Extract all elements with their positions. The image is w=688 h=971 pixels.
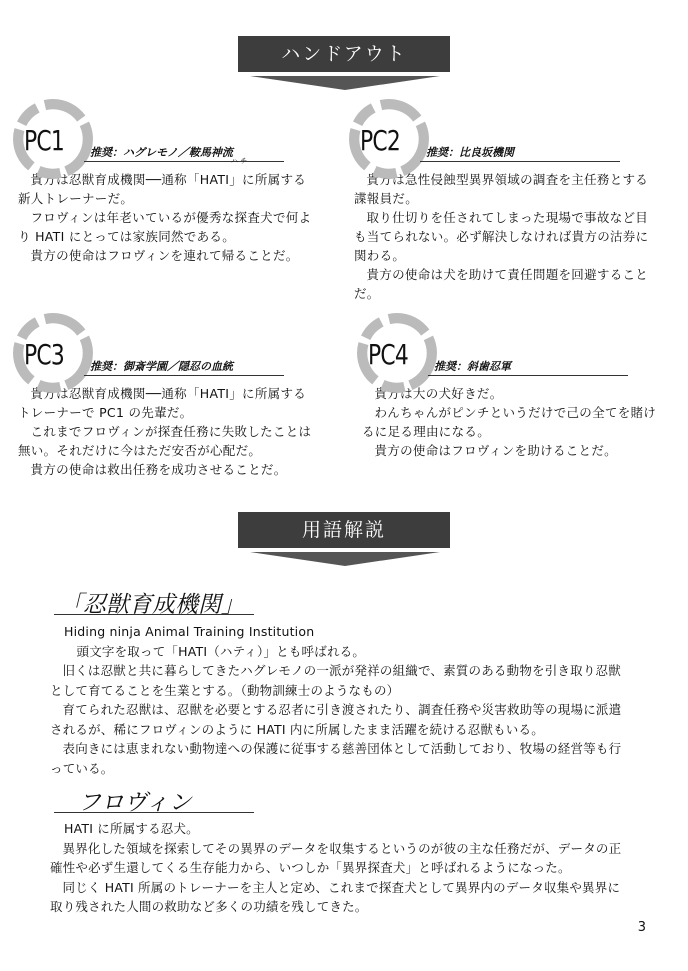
glossary-heading: 用語解説 — [238, 512, 450, 548]
pc-recommend: 推奨：御斎学園／隠忍の血統 — [90, 360, 233, 373]
divider — [420, 161, 620, 162]
term-title: 「忍獣育成機関」 — [60, 592, 244, 618]
page-number: 3 — [637, 920, 646, 935]
divider — [84, 161, 284, 162]
pc-number: PC4 — [368, 338, 408, 371]
pc1-block — [18, 118, 318, 265]
pc-description: 貴方は忍獣育成機関──通称「HATI」に所属する新人トレーナーだ。 フロヴィンは年老いているが優秀な探査犬で何より HATI にとっては家族同然である。 貴方の使命はフロヴィンを連れて帰ることだ。 — [18, 172, 312, 263]
pc-recommend: 推奨：比良坂機関 — [426, 146, 514, 159]
pc3-block — [18, 332, 318, 479]
pc2-block — [354, 118, 654, 303]
divider — [84, 375, 284, 376]
pc-number: PC1 — [24, 124, 64, 157]
pc-number: PC3 — [24, 338, 64, 371]
term-title: フロヴィン — [78, 790, 192, 816]
divider — [428, 375, 628, 376]
term-description: HATI に所属する忍犬。 異界化した領域を探索してその異界のデータを収集するというのが彼の主な任務だが、データの正確性や必ず生還してくる生存能力から、いつしか「異界探査犬」と呼ばれるようになった。 同じく HATI 所属のトレーナーを主人と定め、これまで探査犬として異界内のデータ収集や異界に取り残された人間の救助など多くの功績を残してきた。 — [50, 821, 622, 914]
pc4-block — [362, 332, 662, 460]
pc-recommend: 推奨：斜歯忍軍 — [434, 360, 511, 373]
pc-description: 貴方は急性侵蝕型異界領域の調査を主任務とする諜報員だ。 取り仕切りを任されてしまった現場で事故など目も当てられない。必ず解決しなければ貴方の沽券に関わる。 貴方の使命は犬を助けて責任問題を回避することだ。 — [354, 172, 649, 301]
pc-number: PC2 — [360, 124, 400, 157]
term-description: Hiding ninja Animal Training Institution 頭文字を取って「HATI（ハティ）」とも呼ばれる。 旧くは忍獣と共に暮らしてきたハグレモノの一派が発祥の組織で、素質のある動物を引き取り忍獣として育てることを生業とする。（動物訓練士のようなもの） 育てられた忍獣は、忍獣を必要とする忍者に引き渡されたり、調査任務や災害救助等の現場に派遣されるが、稀にフロヴィンのように HATI 内に所属したまま活躍を続ける忍獣もいる。 表向きには恵まれない動物達への保護に従事する慈善団体として活動しており、牧場の経営等も行っている。 — [50, 624, 622, 776]
divider — [54, 812, 254, 813]
pc-description: 貴方は大の犬好きだ。 わんちゃんがピンチというだけで己の全てを賭けるに足る理由になる。 貴方の使命はフロヴィンを助けることだ。 — [362, 386, 657, 458]
handout-heading: ハンドアウト — [238, 36, 450, 72]
ruby-text: ハ チ — [231, 157, 248, 165]
pc-description: 貴方は忍獣育成機関──通称「HATI」に所属するトレーナーで PC1 の先輩だ。 これまでフロヴィンが探査任務に失敗したことは無い。それだけに今はただ安否が心配だ。 貴方の使命は救出任務を成功させることだ。 — [18, 386, 312, 477]
glossary-arrow-icon — [250, 552, 440, 566]
handout-arrow-icon — [250, 76, 440, 90]
pc-recommend: 推奨：ハグレモノ／鞍馬神流 — [90, 146, 233, 159]
divider — [54, 614, 254, 615]
